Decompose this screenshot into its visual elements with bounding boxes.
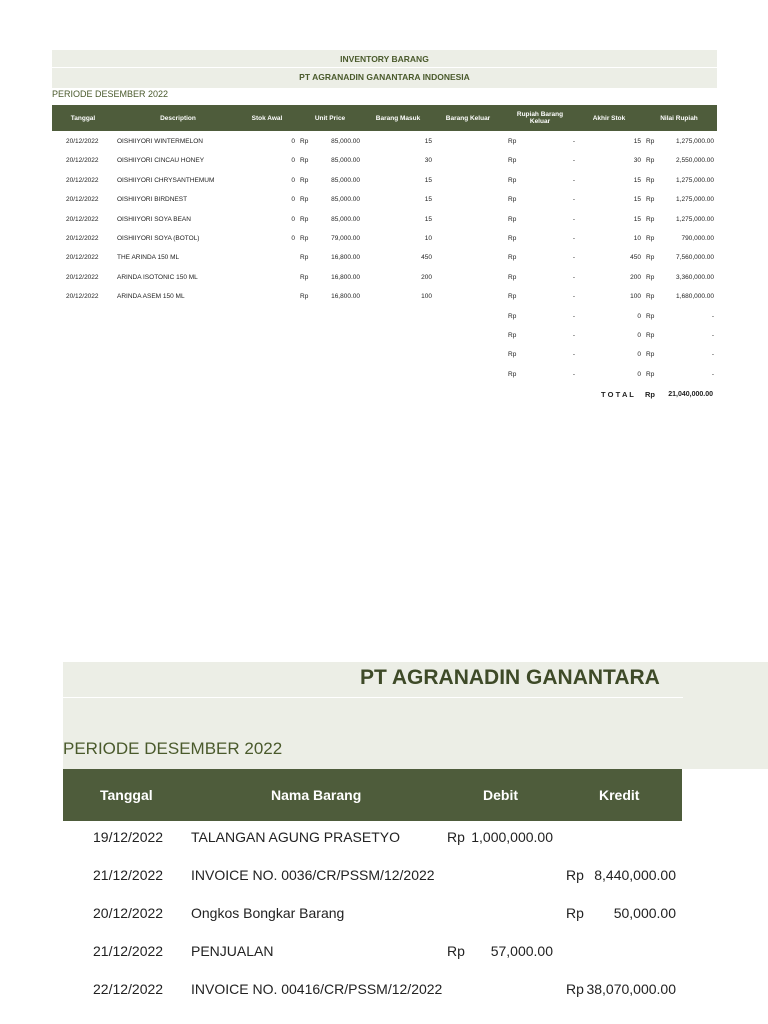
- cell-akhir-stok: 100: [630, 293, 641, 301]
- journal-cell-debit-currency: Rp: [447, 943, 465, 959]
- cell-rupiah-barang-keluar: -: [572, 176, 575, 184]
- journal-band-divider: [63, 697, 683, 698]
- cell-nilai-rupiah: 7,560,000.00: [676, 254, 714, 262]
- cell-stok-awal: 0: [291, 176, 295, 184]
- cell-nilai-currency: Rp: [646, 254, 655, 262]
- cell-nilai-currency: Rp: [646, 332, 655, 339]
- journal-row: [63, 934, 682, 972]
- cell-akhir-stok: 450: [630, 254, 641, 262]
- cell-tanggal: 20/12/2022: [66, 215, 99, 223]
- cell-rupiah-currency: Rp: [508, 370, 517, 378]
- cell-nilai-currency: Rp: [646, 351, 655, 359]
- cell-stok-awal: 0: [291, 157, 295, 165]
- journal-cell-nama-barang: TALANGAN AGUNG PRASETYO: [191, 829, 401, 845]
- journal-col-header-nama-barang: Nama Barang: [271, 787, 362, 803]
- cell-barang-masuk: 450: [421, 254, 432, 262]
- journal-cell-nama-barang: INVOICE NO. 0036/CR/PSSM/12/2022: [191, 867, 435, 883]
- cell-unit-price: 85,000.00: [331, 215, 360, 223]
- cell-nilai-rupiah: 790,000.00: [681, 235, 714, 242]
- journal-cell-debit: 1,000,000.00: [471, 829, 553, 845]
- journal-cell-tanggal: 22/12/2022: [93, 981, 164, 997]
- cell-barang-masuk: 15: [424, 196, 432, 204]
- cell-rupiah-currency: Rp: [508, 176, 517, 184]
- cell-nilai-currency: Rp: [646, 273, 655, 281]
- cell-rupiah-barang-keluar: -: [572, 351, 575, 359]
- cell-description: OISHIIYORI CINCAU HONEY: [117, 157, 205, 165]
- cell-nilai-rupiah: 1,680,000.00: [676, 293, 714, 301]
- cell-barang-masuk: 100: [421, 293, 432, 301]
- cell-nilai-currency: Rp: [646, 157, 655, 165]
- col-header-unit-price: Unit Price: [314, 114, 346, 122]
- cell-price-currency: Rp: [300, 293, 309, 301]
- cell-nilai-rupiah: 1,275,000.00: [676, 176, 714, 184]
- cell-price-currency: Rp: [300, 273, 309, 281]
- journal-cell-kredit-currency: Rp: [566, 905, 584, 921]
- inventory-row: [52, 190, 717, 209]
- cell-nilai-rupiah: -: [711, 312, 714, 320]
- journal-cell-kredit: 8,440,000.00: [594, 867, 676, 883]
- cell-price-currency: Rp: [300, 176, 309, 184]
- cell-unit-price: 16,800.00: [331, 254, 360, 262]
- cell-rupiah-currency: Rp: [508, 254, 517, 262]
- cell-nilai-rupiah: -: [711, 332, 714, 339]
- cell-unit-price: 16,800.00: [331, 293, 360, 301]
- journal-cell-nama-barang: PENJUALAN: [191, 943, 274, 959]
- inventory-row: [52, 307, 717, 326]
- cell-price-currency: Rp: [300, 215, 309, 223]
- cell-rupiah-currency: Rp: [508, 215, 517, 223]
- cell-akhir-stok: 0: [637, 351, 641, 359]
- cell-rupiah-barang-keluar: -: [572, 312, 575, 320]
- cell-stok-awal: 0: [291, 196, 295, 204]
- col-header-barang-masuk: Barang Masuk: [375, 114, 421, 122]
- journal-cell-nama-barang: Ongkos Bongkar Barang: [191, 905, 345, 921]
- journal-company-name: PT AGRANADIN GANANTARA: [360, 666, 660, 689]
- cell-tanggal: 20/12/2022: [66, 273, 99, 281]
- col-header-description: Description: [160, 114, 196, 122]
- cell-rupiah-currency: Rp: [508, 332, 517, 339]
- cell-description: OISHIIYORI WINTERMELON: [117, 138, 203, 145]
- col-header-nilai-rupiah: Nilai Rupiah: [660, 114, 698, 122]
- col-header-rupiah-barang-keluar: Rupiah Barang Keluar: [516, 111, 564, 125]
- col-header-barang-keluar: Barang Keluar: [445, 114, 491, 122]
- inventory-title: INVENTORY BARANG: [340, 54, 429, 64]
- cell-barang-masuk: 15: [424, 215, 432, 223]
- journal-table-header: [63, 769, 682, 821]
- inventory-row: [52, 132, 717, 151]
- cell-barang-masuk: 200: [421, 273, 432, 281]
- cell-rupiah-barang-keluar: -: [572, 254, 575, 262]
- cell-rupiah-barang-keluar: -: [572, 138, 575, 145]
- journal-cell-tanggal: 21/12/2022: [93, 943, 164, 959]
- col-header-stok-awal: Stok Awal: [251, 114, 283, 122]
- cell-unit-price: 16,800.00: [331, 273, 360, 281]
- cell-akhir-stok: 200: [630, 273, 641, 281]
- journal-col-header-debit: Debit: [483, 787, 518, 803]
- cell-price-currency: Rp: [300, 254, 309, 262]
- inventory-row: [52, 365, 717, 384]
- journal-row: [63, 820, 682, 858]
- journal-cell-tanggal: 20/12/2022: [93, 905, 164, 921]
- cell-akhir-stok: 30: [633, 157, 641, 165]
- journal-cell-nama-barang: INVOICE NO. 00416/CR/PSSM/12/2022: [191, 981, 443, 997]
- cell-nilai-rupiah: 2,550,000.00: [676, 157, 714, 165]
- cell-nilai-currency: Rp: [646, 370, 655, 378]
- cell-nilai-currency: Rp: [646, 196, 655, 204]
- journal-cell-tanggal: 21/12/2022: [93, 867, 164, 883]
- cell-rupiah-barang-keluar: -: [572, 157, 575, 165]
- cell-barang-masuk: 15: [424, 138, 432, 145]
- inventory-row: [52, 326, 717, 345]
- cell-nilai-currency: Rp: [646, 293, 655, 301]
- col-header-tanggal: Tanggal: [70, 114, 96, 122]
- cell-nilai-rupiah: -: [711, 370, 714, 378]
- cell-nilai-currency: Rp: [646, 235, 655, 242]
- cell-description: OISHIIYORI CHRYSANTHEMUM: [117, 176, 215, 184]
- cell-description: OISHIIYORI BIRDNEST: [117, 196, 188, 204]
- cell-barang-masuk: 10: [424, 235, 432, 242]
- cell-rupiah-currency: Rp: [508, 312, 517, 320]
- cell-stok-awal: 0: [291, 138, 295, 145]
- cell-rupiah-barang-keluar: -: [572, 332, 575, 339]
- cell-rupiah-currency: Rp: [508, 157, 517, 165]
- journal-row: [63, 896, 682, 934]
- journal-cell-kredit: 38,070,000.00: [586, 981, 676, 997]
- cell-unit-price: 79,000.00: [331, 235, 360, 242]
- cell-akhir-stok: 0: [637, 370, 641, 378]
- cell-rupiah-barang-keluar: -: [572, 273, 575, 281]
- inventory-periode: PERIODE DESEMBER 2022: [52, 89, 169, 99]
- cell-stok-awal: 0: [291, 215, 295, 223]
- cell-tanggal: 20/12/2022: [66, 254, 99, 262]
- cell-nilai-currency: Rp: [646, 138, 655, 145]
- cell-barang-masuk: 30: [424, 157, 432, 165]
- cell-rupiah-currency: Rp: [508, 235, 517, 242]
- cell-rupiah-currency: Rp: [508, 293, 517, 301]
- cell-akhir-stok: 10: [633, 235, 641, 242]
- inventory-total-value: 21,040,000.00: [668, 391, 713, 398]
- cell-akhir-stok: 0: [637, 332, 641, 339]
- cell-akhir-stok: 15: [633, 176, 641, 184]
- cell-nilai-currency: Rp: [646, 312, 655, 320]
- cell-description: OISHIIYORI SOYA (BOTOL): [117, 235, 200, 242]
- inventory-row: [52, 287, 717, 306]
- journal-cell-debit-currency: Rp: [447, 829, 465, 845]
- cell-stok-awal: 0: [291, 235, 295, 242]
- cell-rupiah-barang-keluar: -: [572, 235, 575, 242]
- cell-rupiah-currency: Rp: [508, 196, 517, 204]
- cell-tanggal: 20/12/2022: [66, 138, 99, 145]
- journal-periode: PERIODE DESEMBER 2022: [63, 739, 283, 758]
- cell-tanggal: 20/12/2022: [66, 196, 99, 204]
- cell-unit-price: 85,000.00: [331, 138, 360, 145]
- cell-nilai-rupiah: 1,275,000.00: [676, 138, 714, 145]
- cell-nilai-rupiah: 1,275,000.00: [676, 196, 714, 204]
- inventory-row: [52, 210, 717, 229]
- inventory-table-header: [52, 105, 717, 131]
- cell-rupiah-barang-keluar: -: [572, 370, 575, 378]
- journal-cell-kredit-currency: Rp: [566, 867, 584, 883]
- cell-rupiah-currency: Rp: [508, 351, 517, 359]
- cell-tanggal: 20/12/2022: [66, 235, 99, 242]
- cell-rupiah-currency: Rp: [508, 273, 517, 281]
- cell-nilai-rupiah: -: [711, 351, 714, 359]
- cell-barang-masuk: 15: [424, 176, 432, 184]
- cell-price-currency: Rp: [300, 196, 309, 204]
- journal-cell-kredit: 50,000.00: [613, 905, 676, 921]
- inventory-total-label: T O T A L: [601, 390, 634, 399]
- cell-tanggal: 20/12/2022: [66, 293, 99, 301]
- journal-col-header-tanggal: Tanggal: [100, 787, 153, 803]
- cell-description: OISHIIYORI SOYA BEAN: [117, 215, 191, 223]
- inventory-company-name: PT AGRANADIN GANANTARA INDONESIA: [299, 72, 470, 82]
- cell-akhir-stok: 15: [633, 138, 641, 145]
- inventory-row: [52, 268, 717, 287]
- journal-row: [63, 972, 682, 1010]
- inventory-row: [52, 229, 717, 248]
- inventory-total-currency: Rp: [645, 390, 655, 399]
- cell-rupiah-currency: Rp: [508, 138, 517, 145]
- cell-tanggal: 20/12/2022: [66, 157, 99, 165]
- cell-akhir-stok: 0: [637, 312, 641, 320]
- cell-description: ARINDA ISOTONIC 150 ML: [117, 273, 198, 281]
- cell-rupiah-barang-keluar: -: [572, 196, 575, 204]
- cell-price-currency: Rp: [300, 235, 309, 242]
- inventory-row: [52, 171, 717, 190]
- cell-unit-price: 85,000.00: [331, 176, 360, 184]
- inventory-row: [52, 248, 717, 267]
- cell-nilai-currency: Rp: [646, 176, 655, 184]
- inventory-row: [52, 345, 717, 364]
- cell-unit-price: 85,000.00: [331, 196, 360, 204]
- cell-akhir-stok: 15: [633, 196, 641, 204]
- cell-price-currency: Rp: [300, 138, 309, 145]
- cell-nilai-currency: Rp: [646, 215, 655, 223]
- cell-tanggal: 20/12/2022: [66, 176, 99, 184]
- journal-col-header-kredit: Kredit: [599, 787, 640, 803]
- cell-description: ARINDA ASEM 150 ML: [117, 293, 185, 301]
- cell-akhir-stok: 15: [633, 215, 641, 223]
- journal-cell-tanggal: 19/12/2022: [93, 829, 164, 845]
- inventory-row: [52, 151, 717, 170]
- cell-description: THE ARINDA 150 ML: [117, 254, 180, 262]
- col-header-akhir-stok: Akhir Stok: [592, 114, 626, 122]
- cell-nilai-rupiah: 1,275,000.00: [676, 215, 714, 223]
- cell-unit-price: 85,000.00: [331, 157, 360, 165]
- journal-cell-debit: 57,000.00: [490, 943, 553, 959]
- cell-price-currency: Rp: [300, 157, 309, 165]
- journal-row: [63, 858, 682, 896]
- cell-nilai-rupiah: 3,360,000.00: [676, 273, 714, 281]
- cell-rupiah-barang-keluar: -: [572, 293, 575, 301]
- journal-cell-kredit-currency: Rp: [566, 981, 584, 997]
- cell-rupiah-barang-keluar: -: [572, 215, 575, 223]
